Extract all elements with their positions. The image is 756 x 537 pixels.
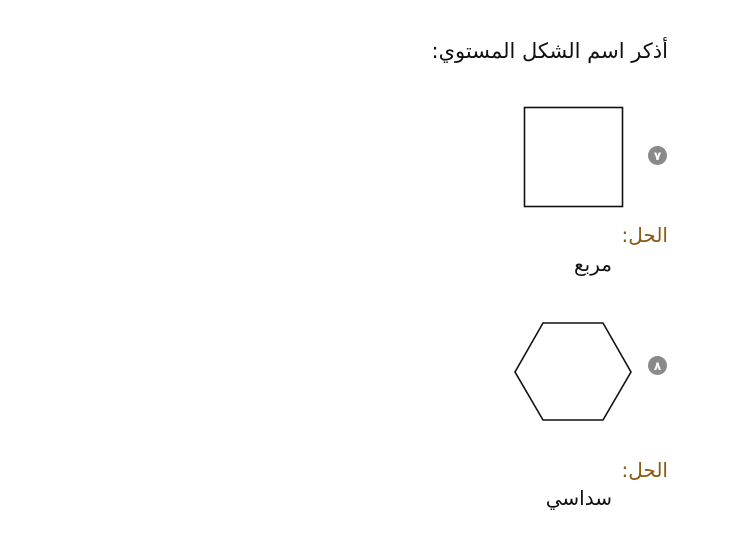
solution-answer: سداسي bbox=[545, 486, 612, 510]
question-number-badge: ٨ bbox=[648, 356, 667, 375]
question-number-badge: ٧ bbox=[648, 146, 667, 165]
solution-label: الحل: bbox=[621, 223, 668, 247]
solution-answer: مربع bbox=[574, 252, 612, 276]
question-title: أذكر اسم الشكل المستوي: bbox=[431, 39, 668, 63]
square-shape bbox=[523, 106, 625, 208]
solution-label: الحل: bbox=[621, 458, 668, 482]
hexagon-shape bbox=[512, 320, 634, 424]
